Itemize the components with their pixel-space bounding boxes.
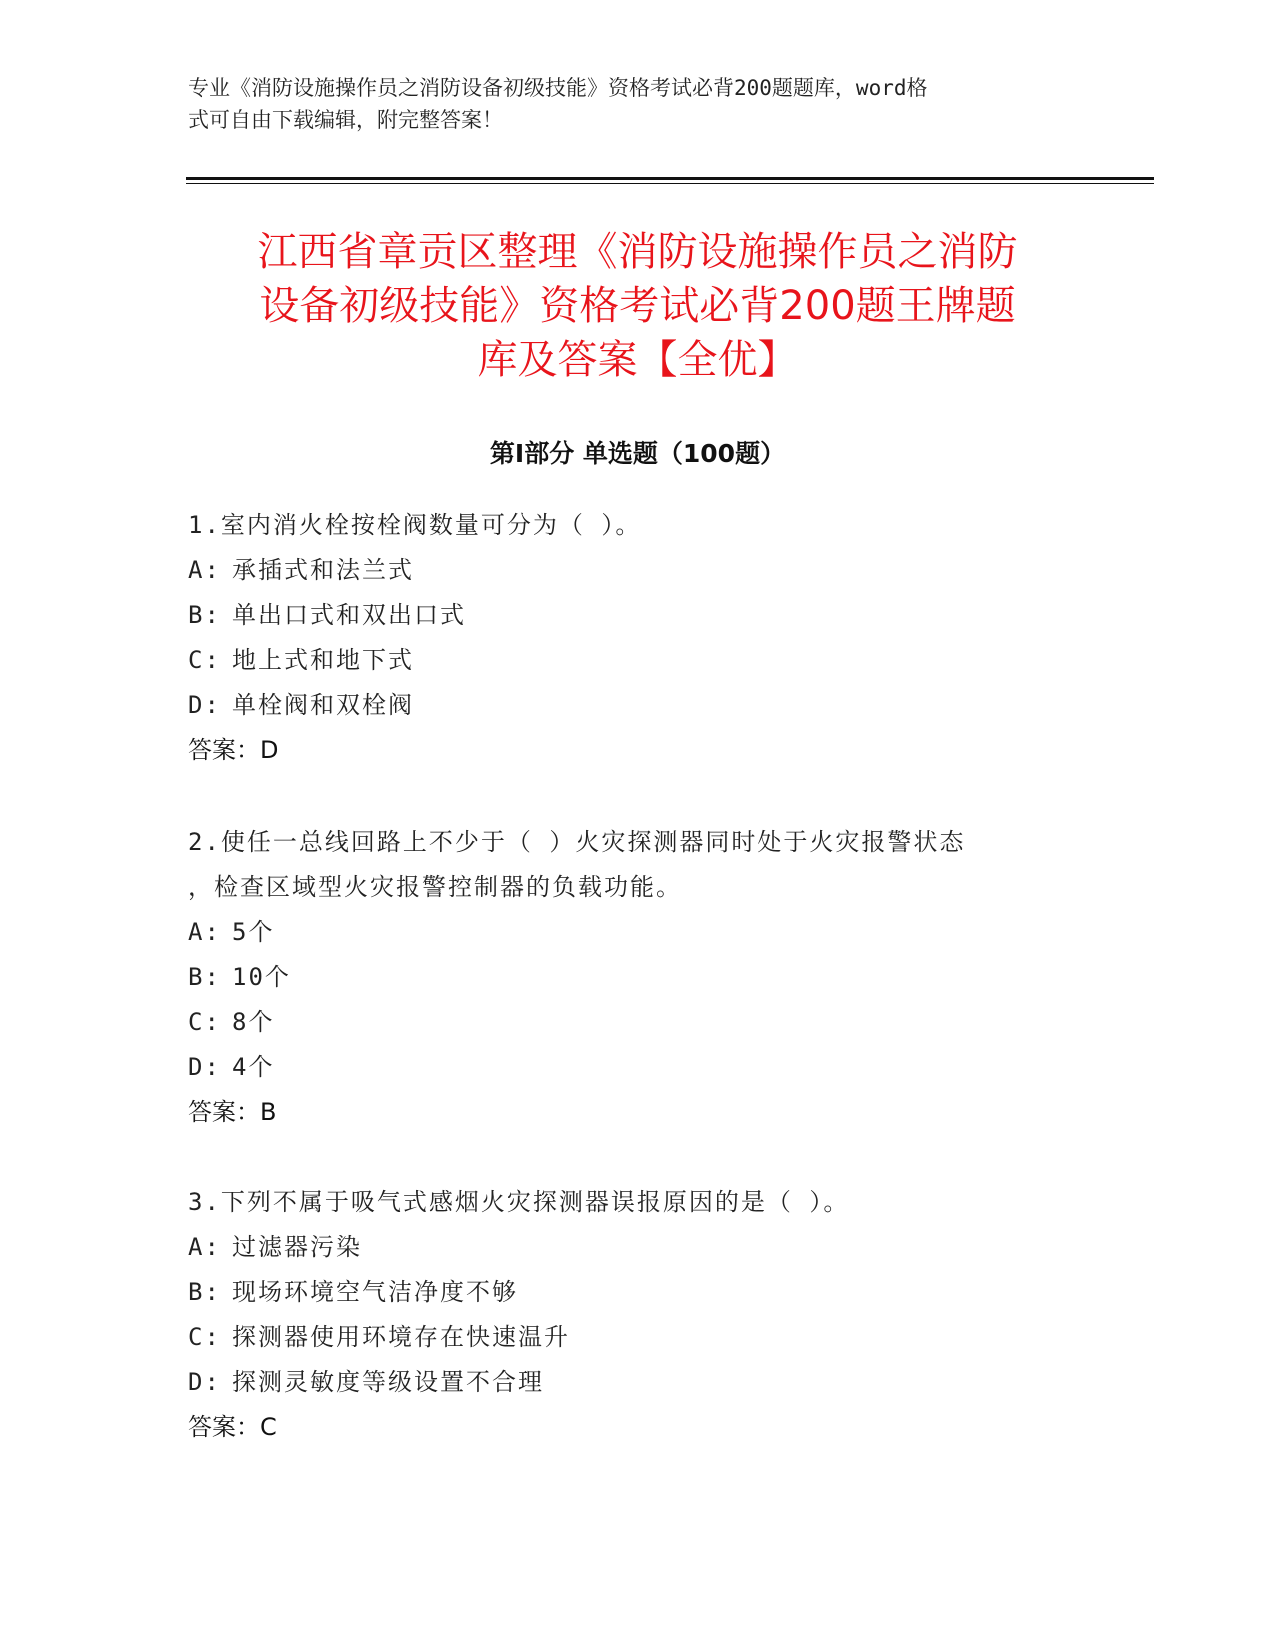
- option-label: B:: [188, 963, 221, 991]
- document-title: [190, 225, 1085, 387]
- option-label: A:: [188, 1233, 221, 1261]
- option-text: 地上式和地下式: [232, 646, 414, 674]
- option-text: 8个: [232, 1008, 275, 1036]
- header-note-line-2: 式可自由下载编辑，附完整答案！: [188, 108, 503, 132]
- option-label: D:: [188, 1368, 221, 1396]
- section-title: 第Ⅰ部分 单选题（100题）: [489, 439, 786, 468]
- option-text: 4个: [232, 1053, 275, 1081]
- question-text: 3.下列不属于吸气式感烟火灾探测器误报原因的是（ ）。: [188, 1188, 850, 1216]
- option-b: [188, 1270, 1088, 1315]
- header-note: [188, 72, 1068, 136]
- answer: 答案：B: [188, 1098, 277, 1126]
- option-text: 单栓阀和双栓阀: [232, 691, 414, 719]
- option-a: [188, 910, 1088, 955]
- option-label: C:: [188, 1008, 221, 1036]
- option-c: [188, 638, 1088, 683]
- option-label: A:: [188, 556, 221, 584]
- question-text: 1.室内消火栓按栓阀数量可分为（ ）。: [188, 511, 642, 539]
- option-c: [188, 1000, 1088, 1045]
- option-d: [188, 683, 1088, 728]
- document-title-line-2: 设备初级技能》资格考试必背200题王牌题: [259, 283, 1016, 329]
- option-label: C:: [188, 1323, 221, 1351]
- document-title-line-3: 库及答案【全优】: [477, 337, 798, 383]
- question-text-line-1: 2.使任一总线回路上不少于（ ）火灾探测器同时处于火灾报警状态: [188, 828, 966, 856]
- option-text: 5个: [232, 918, 275, 946]
- answer: 答案：D: [188, 736, 279, 764]
- option-text: 过滤器污染: [232, 1233, 362, 1261]
- option-text: 探测灵敏度等级设置不合理: [232, 1368, 544, 1396]
- option-c: [188, 1315, 1088, 1360]
- option-label: D:: [188, 1053, 221, 1081]
- option-text: 承插式和法兰式: [232, 556, 414, 584]
- option-label: A:: [188, 918, 221, 946]
- option-a: [188, 1225, 1088, 1270]
- option-text: 现场环境空气洁净度不够: [232, 1278, 518, 1306]
- option-a: [188, 548, 1088, 593]
- option-label: B:: [188, 1278, 221, 1306]
- option-label: D:: [188, 691, 221, 719]
- option-text: 10个: [232, 963, 291, 991]
- option-d: [188, 1360, 1088, 1405]
- header-divider-thick: [186, 177, 1154, 180]
- header-divider-thin: [186, 183, 1154, 184]
- question-1: [188, 503, 1088, 773]
- option-b: [188, 955, 1088, 1000]
- question-2: [188, 820, 1088, 1135]
- option-d: [188, 1045, 1088, 1090]
- question-3: [188, 1180, 1088, 1450]
- option-label: B:: [188, 601, 221, 629]
- document-title-line-1: 江西省章贡区整理《消防设施操作员之消防: [257, 229, 1018, 275]
- question-text-line-2: ，检查区域型火灾报警控制器的负载功能。: [188, 873, 682, 901]
- option-b: [188, 593, 1088, 638]
- header-note-line-1: 专业《消防设施操作员之消防设备初级技能》资格考试必背200题题库，word格: [188, 76, 928, 100]
- answer: 答案：C: [188, 1413, 277, 1441]
- option-text: 探测器使用环境存在快速温升: [232, 1323, 570, 1351]
- option-text: 单出口式和双出口式: [232, 601, 466, 629]
- option-label: C:: [188, 646, 221, 674]
